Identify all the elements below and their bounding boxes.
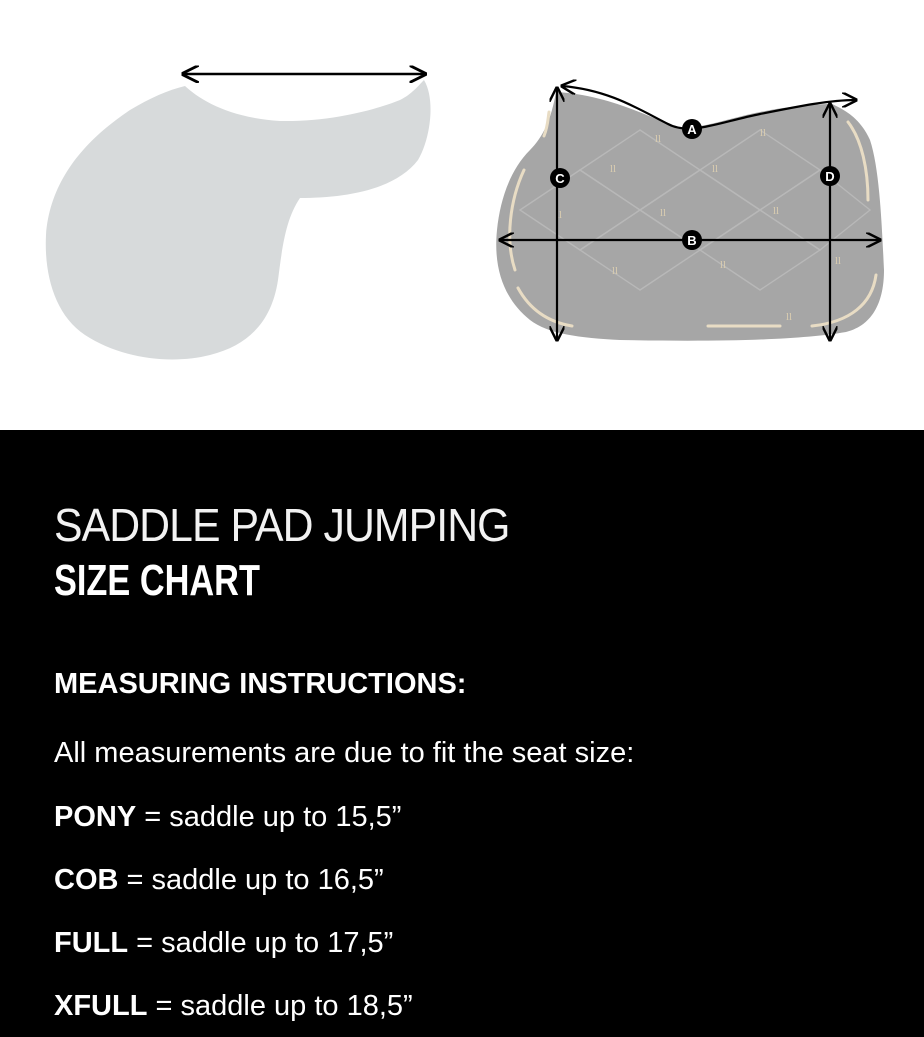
svg-text:ll: ll [655, 133, 662, 145]
size-row-full [54, 927, 393, 960]
size-description: = saddle up to 17,5” [136, 927, 394, 959]
svg-text:ll: ll [660, 207, 667, 219]
svg-text:ll: ll [612, 265, 619, 277]
instructions-intro: All measurements are due to fit the seat size: [54, 737, 635, 769]
size-name: PONY [54, 801, 137, 833]
saddle-silhouette [46, 80, 431, 359]
label-a: A [687, 122, 697, 137]
svg-text:ll: ll [786, 311, 793, 323]
product-title: SADDLE PAD JUMPING [54, 499, 510, 551]
svg-text:ll: ll [720, 259, 727, 271]
label-b-marker [682, 230, 702, 250]
label-d-marker [820, 166, 840, 186]
label-b: B [687, 233, 697, 248]
size-description: = saddle up to 16,5” [126, 864, 384, 896]
svg-text:ll: ll [773, 205, 780, 217]
size-row-xfull [54, 990, 413, 1023]
svg-text:ll: ll [760, 127, 767, 139]
instructions-heading: MEASURING INSTRUCTIONS: [54, 668, 467, 700]
size-chart-title: SIZE CHART [54, 556, 260, 605]
svg-text:ll: ll [610, 163, 617, 175]
label-a-marker [682, 119, 702, 139]
svg-text:ll: ll [835, 255, 842, 267]
label-c-marker [550, 168, 570, 188]
size-description: = saddle up to 18,5” [155, 990, 413, 1022]
measurement-diagram [0, 0, 924, 430]
svg-text:ll: ll [556, 209, 563, 221]
size-name: XFULL [54, 990, 148, 1022]
size-row-pony [54, 801, 401, 834]
svg-text:ll: ll [712, 163, 719, 175]
size-name: FULL [54, 927, 129, 959]
size-description: = saddle up to 15,5” [144, 801, 402, 833]
size-name: COB [54, 864, 119, 896]
label-d: D [825, 169, 835, 184]
size-row-cob [54, 864, 384, 897]
size-chart-panel [0, 430, 924, 1037]
diagram-area [0, 0, 924, 430]
label-c: C [555, 171, 565, 186]
